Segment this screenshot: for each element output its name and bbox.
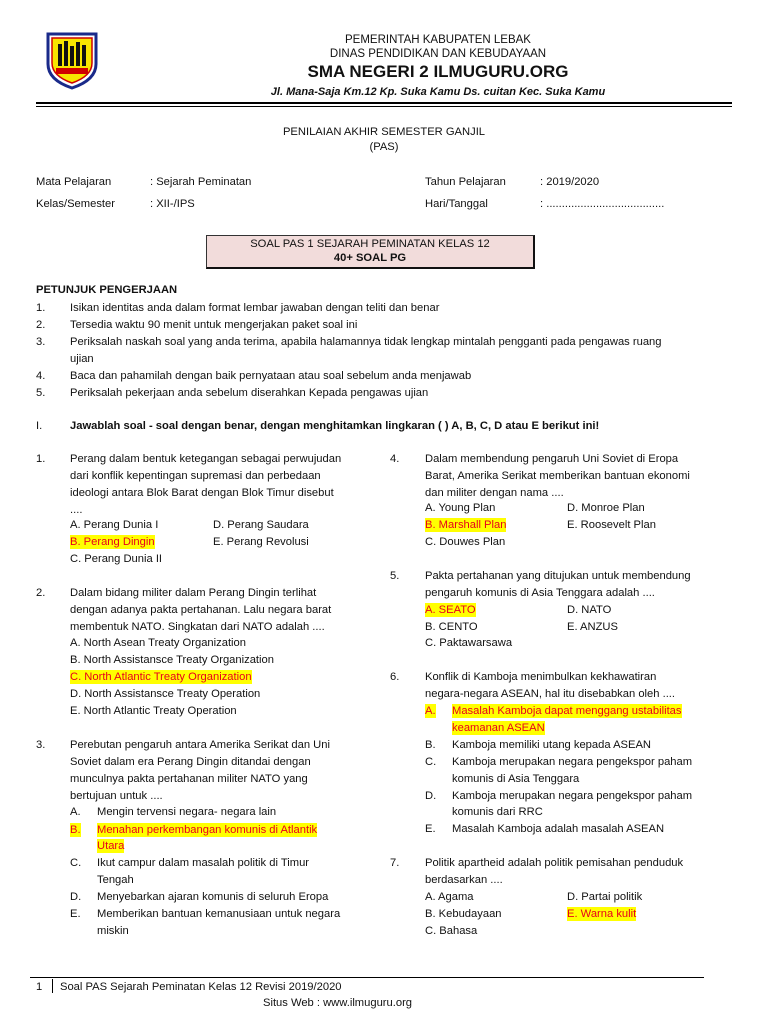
q3-option-e-cont: miskin xyxy=(97,925,129,937)
q2-option-a: A. North Asean Treaty Organization xyxy=(70,637,246,649)
q7-option-b: B. Kebudayaan xyxy=(425,908,502,920)
year-value: : 2019/2020 xyxy=(540,176,600,188)
class-value: : XII-/IPS xyxy=(150,198,195,210)
q7-stem-line: berdasarkan .... xyxy=(425,874,503,886)
q6-option-e-letter: E. xyxy=(425,823,436,835)
q2-number: 2. xyxy=(36,587,46,599)
q6-option-d-letter: D. xyxy=(425,790,437,802)
exam-title: PENILAIAN AKHIR SEMESTER GANJIL xyxy=(282,126,486,138)
q3-option-c: Ikut campur dalam masalah politik di Timur xyxy=(97,857,310,869)
instruction-text: ujian xyxy=(70,353,94,365)
q3-option-a-letter: A. xyxy=(70,806,81,818)
q1-option-c: C. Perang Dunia II xyxy=(70,553,163,565)
q7-option-d: D. Partai politik xyxy=(567,891,643,903)
q3-number: 3. xyxy=(36,739,46,751)
instruction-num: 2. xyxy=(36,319,46,331)
q3-stem-line: Soviet dalam era Perang Dingin ditandai dengan xyxy=(70,756,311,768)
footer-page-separator xyxy=(52,979,53,993)
exam-title-box xyxy=(206,235,535,269)
q5-stem-line: pengaruh komunis di Asia Tenggara adalah .... xyxy=(425,587,655,599)
date-label: Hari/Tanggal xyxy=(425,198,488,210)
date-value: : ...................................... xyxy=(540,198,665,210)
q3-stem-line: bertujuan untuk .... xyxy=(70,790,163,802)
section-number: I. xyxy=(36,420,43,432)
q6-option-c-cont: komunis di Asia Tenggara xyxy=(452,773,580,785)
school-name: SMA NEGERI 2 ILMUGURU.ORG xyxy=(307,62,569,81)
q1-number: 1. xyxy=(36,453,46,465)
footer-page-number: 1 xyxy=(36,981,43,993)
subject-label: Mata Pelajaran xyxy=(36,176,112,188)
q6-option-d: Kamboja merupakan negara pengekspor paham xyxy=(452,790,693,802)
q6-stem-line: negara-negara ASEAN, hal itu disebabkan oleh .... xyxy=(425,688,676,700)
q2-option-e: E. North Atlantic Treaty Operation xyxy=(70,705,237,717)
instruction-text: Periksalah naskah soal yang anda terima, apabila halamannya tidak lengkap mintalah pengganti pada pengawas ruang xyxy=(70,336,662,348)
q4-stem-line: dan militer dengan nama .... xyxy=(425,487,564,499)
q3-option-e: Memberikan bantuan kemanusiaan untuk negara xyxy=(97,908,341,920)
box-line1: SOAL PAS 1 SEJARAH PEMINATAN KELAS 12 xyxy=(250,238,490,250)
instruction-text: Periksalah pekerjaan anda sebelum diserahkan Kepada pengawas ujian xyxy=(70,387,429,399)
section-instruction: Jawablah soal - soal dengan benar, dengan menghitamkan lingkaran ( ) A, B, C, D atau E berikut ini! xyxy=(70,420,600,432)
q4-number: 4. xyxy=(390,453,400,465)
q3-option-a: Mengin tervensi negara- negara lain xyxy=(97,806,277,818)
q4-option-e: E. Roosevelt Plan xyxy=(567,519,656,531)
instruction-text: Tersedia waktu 90 menit untuk mengerjakan paket soal ini xyxy=(70,319,358,331)
q4-stem-line: Dalam membendung pengaruh Uni Soviet di Eropa xyxy=(425,453,679,465)
q5-stem-line: Pakta pertahanan yang ditujukan untuk membendung xyxy=(425,570,691,582)
q1-stem-line: dari konflik kepentingan supremasi dan perbedaan xyxy=(70,470,321,482)
q2-option-b: B. North Assistansce Treaty Organization xyxy=(70,654,274,666)
q6-option-a-cont: keamanan ASEAN xyxy=(452,722,545,734)
instruction-num: 3. xyxy=(36,336,46,348)
q4-option-d: D. Monroe Plan xyxy=(567,502,645,514)
q6-option-a-highlighted: Masalah Kamboja dapat menggang ustabilitas xyxy=(452,705,682,717)
q6-option-e: Masalah Kamboja adalah masalah ASEAN xyxy=(452,823,665,835)
footer-divider xyxy=(30,977,704,978)
q3-option-b-highlighted: Menahan perkembangan komunis di Atlantik xyxy=(97,824,318,836)
header-divider-thick xyxy=(36,102,732,104)
q6-option-a-letter: A. xyxy=(425,705,436,717)
q3-option-d-letter: D. xyxy=(70,891,82,903)
q2-stem-line: dengan adanya pakta pertahanan. Lalu negara barat xyxy=(70,604,332,616)
q2-option-c-highlighted: C. North Atlantic Treaty Organization xyxy=(70,671,252,683)
q6-stem-line: Konflik di Kamboja menimbulkan kekhawatiran xyxy=(425,671,657,683)
q3-option-c-cont: Tengah xyxy=(97,874,134,886)
instruction-num: 4. xyxy=(36,370,46,382)
q5-option-a-highlighted: A. SEATO xyxy=(425,604,476,616)
q5-option-d: D. NATO xyxy=(567,604,612,616)
school-logo xyxy=(44,30,100,90)
q1-option-e: E. Perang Revolusi xyxy=(213,536,309,548)
q3-option-d: Menyebarkan ajaran komunis di seluruh Eropa xyxy=(97,891,329,903)
box-line2: 40+ SOAL PG xyxy=(333,252,407,264)
q1-option-d: D. Perang Saudara xyxy=(213,519,309,531)
q2-stem-line: membentuk NATO. Singkatan dari NATO adalah .... xyxy=(70,621,325,633)
q7-number: 7. xyxy=(390,857,400,869)
instruction-text: Isikan identitas anda dalam format lembar jawaban dengan teliti dan benar xyxy=(70,302,440,314)
footer-website: Situs Web : www.ilmuguru.org xyxy=(263,997,413,1009)
q6-option-b: Kamboja memiliki utang kepada ASEAN xyxy=(452,739,651,751)
header-line1: PEMERINTAH KABUPATEN LEBAK xyxy=(345,34,531,46)
q2-option-d: D. North Assistansce Treaty Operation xyxy=(70,688,261,700)
q7-option-c: C. Bahasa xyxy=(425,925,478,937)
q3-option-e-letter: E. xyxy=(70,908,81,920)
header-line2: DINAS PENDIDIKAN DAN KEBUDAYAAN xyxy=(329,48,547,60)
q7-stem-line: Politik apartheid adalah politik pemisahan penduduk xyxy=(425,857,684,869)
q5-number: 5. xyxy=(390,570,400,582)
exam-subtitle: (PAS) xyxy=(369,141,399,153)
instructions-title: PETUNJUK PENGERJAAN xyxy=(36,284,178,296)
year-label: Tahun Pelajaran xyxy=(425,176,506,188)
q6-number: 6. xyxy=(390,671,400,683)
q6-option-b-letter: B. xyxy=(425,739,436,751)
instruction-text: Baca dan pahamilah dengan baik pernyataan atau soal sebelum anda menjawab xyxy=(70,370,472,382)
q3-option-b-letter: B. xyxy=(70,824,81,836)
class-label: Kelas/Semester xyxy=(36,198,115,210)
q1-stem-line: Perang dalam bentuk ketegangan sebagai perwujudan xyxy=(70,453,342,465)
q4-stem-line: Barat, Amerika Serikat memberikan bantuan ekonomi xyxy=(425,470,690,482)
instruction-num: 1. xyxy=(36,302,46,314)
q3-stem-line: Perebutan pengaruh antara Amerika Serikat dan Uni xyxy=(70,739,330,751)
header-divider-thin xyxy=(36,106,732,107)
q5-option-c: C. Paktawarsawa xyxy=(425,637,513,649)
q1-stem-line: .... xyxy=(70,504,83,516)
q5-option-e: E. ANZUS xyxy=(567,621,618,633)
q4-option-b-highlighted: B. Marshall Plan xyxy=(425,519,507,531)
q7-option-e-highlighted: E. Warna kulit xyxy=(567,908,637,920)
q3-stem-line: munculnya pakta pertahanan militer NATO yang xyxy=(70,773,308,785)
q5-option-b: B. CENTO xyxy=(425,621,478,633)
q6-option-c-letter: C. xyxy=(425,756,437,768)
q1-stem-line: ideologi antara Blok Barat dengan Blok Timur disebut xyxy=(70,487,334,499)
instruction-num: 5. xyxy=(36,387,46,399)
q6-option-d-cont: komunis dari RRC xyxy=(452,806,543,818)
q6-option-c: Kamboja merupakan negara pengekspor paham xyxy=(452,756,693,768)
q3-option-b-cont: Utara xyxy=(97,840,125,852)
q3-option-c-letter: C. xyxy=(70,857,82,869)
q7-option-a: A. Agama xyxy=(425,891,474,903)
subject-value: : Sejarah Peminatan xyxy=(150,176,252,188)
q1-option-a: A. Perang Dunia I xyxy=(70,519,159,531)
q1-option-b-highlighted: B. Perang Dingin xyxy=(70,536,155,548)
school-address: Jl. Mana-Saja Km.12 Kp. Suka Kamu Ds. cuitan Kec. Suka Kamu xyxy=(270,86,606,98)
q4-option-a: A. Young Plan xyxy=(425,502,496,514)
footer-text: Soal PAS Sejarah Peminatan Kelas 12 Revisi 2019/2020 xyxy=(60,981,342,993)
q2-stem-line: Dalam bidang militer dalam Perang Dingin terlihat xyxy=(70,587,317,599)
q4-option-c: C. Douwes Plan xyxy=(425,536,506,548)
